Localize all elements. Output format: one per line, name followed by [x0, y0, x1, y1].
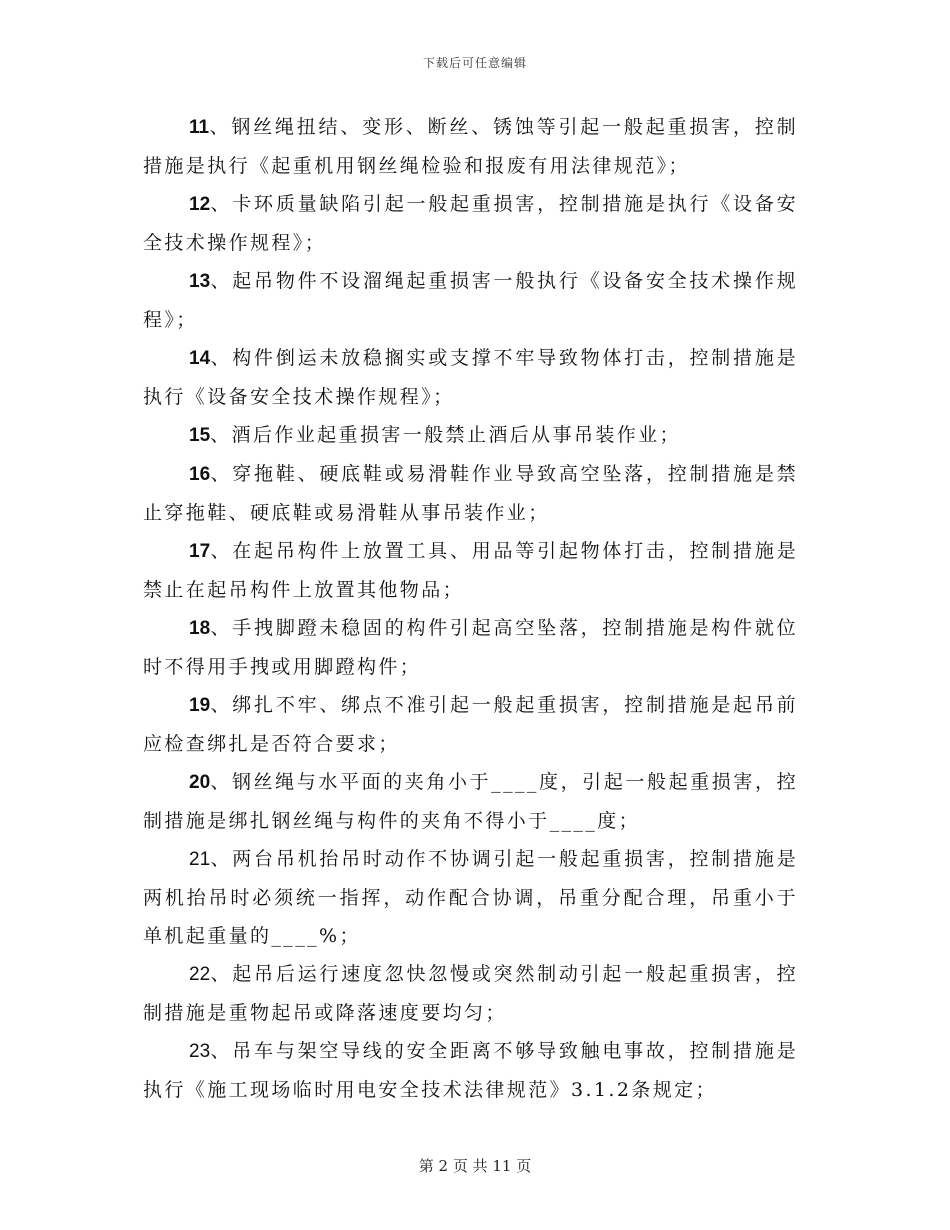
list-item	[143, 955, 798, 1032]
item-number: 21	[189, 849, 211, 870]
item-number: 18	[189, 618, 211, 639]
item-text: 、构件倒运未放稳搁实或支撑不牢导致物体打击，控制措施是执行《设备安全技术操作规程》；	[143, 347, 798, 408]
item-number: 16	[189, 464, 211, 485]
item-text: 、两台吊机抬吊时动作不协调引起一般起重损害，控制措施是两机抬吊时必须统一指挥，动作配合协调，吊重分配合理，吊重小于单机起重量的____%；	[143, 848, 798, 947]
list-item	[143, 1032, 798, 1109]
item-text: 、穿拖鞋、硬底鞋或易滑鞋作业导致高空坠落，控制措施是禁止穿拖鞋、硬底鞋或易滑鞋从事吊装作业；	[143, 463, 798, 524]
item-text: 、卡环质量缺陷引起一般起重损害，控制措施是执行《设备安全技术操作规程》；	[143, 193, 798, 254]
item-number: 20	[189, 772, 211, 793]
page-header: 下载后可任意编辑	[422, 56, 527, 70]
item-number: 15	[189, 425, 211, 446]
list-item	[143, 339, 798, 416]
item-number: 17	[189, 541, 211, 562]
item-text: 、起吊后运行速度忽快忽慢或突然制动引起一般起重损害，控制措施是重物起吊或降落速度要均匀；	[143, 963, 798, 1024]
item-number: 19	[189, 695, 211, 716]
list-item	[143, 532, 798, 609]
item-number: 13	[189, 271, 211, 292]
item-text: 、手拽脚蹬未稳固的构件引起高空坠落，控制措施是构件就位时不得用手拽或用脚蹬构件；	[143, 617, 798, 678]
list-item	[143, 108, 798, 185]
item-text: 、起吊物件不设溜绳起重损害一般执行《设备安全技术操作规程》；	[143, 270, 798, 331]
item-text: 、钢丝绳与水平面的夹角小于____度，引起一般起重损害，控制措施是绑扎钢丝绳与构件的夹角不得小于____度；	[143, 771, 798, 832]
list-item	[143, 455, 798, 532]
list-item	[143, 262, 798, 339]
item-number: 12	[189, 194, 211, 215]
item-number: 11	[189, 117, 210, 138]
list-item	[143, 609, 798, 686]
page-footer: 第 2 页 共 11 页	[418, 1157, 532, 1175]
list-item	[143, 185, 798, 262]
list-item	[143, 763, 798, 840]
document-body	[143, 108, 798, 1109]
item-number: 22	[189, 964, 211, 985]
list-item	[143, 686, 798, 763]
list-item	[143, 416, 798, 455]
item-number: 23	[189, 1041, 211, 1062]
item-text: 、绑扎不牢、绑点不准引起一般起重损害，控制措施是起吊前应检查绑扎是否符合要求；	[143, 694, 798, 755]
item-number: 14	[189, 348, 211, 369]
item-text: 、酒后作业起重损害一般禁止酒后从事吊装作业；	[210, 424, 681, 446]
item-text: 、吊车与架空导线的安全距离不够导致触电事故，控制措施是执行《施工现场临时用电安全技术法律规范》3.1.2条规定；	[143, 1040, 798, 1101]
item-text: 、在起吊构件上放置工具、用品等引起物体打击，控制措施是禁止在起吊构件上放置其他物品；	[143, 540, 798, 601]
item-text: 、钢丝绳扭结、变形、断丝、锈蚀等引起一般起重损害，控制措施是执行《起重机用钢丝绳检验和报废有用法律规范》；	[143, 116, 798, 177]
list-item	[143, 840, 798, 955]
